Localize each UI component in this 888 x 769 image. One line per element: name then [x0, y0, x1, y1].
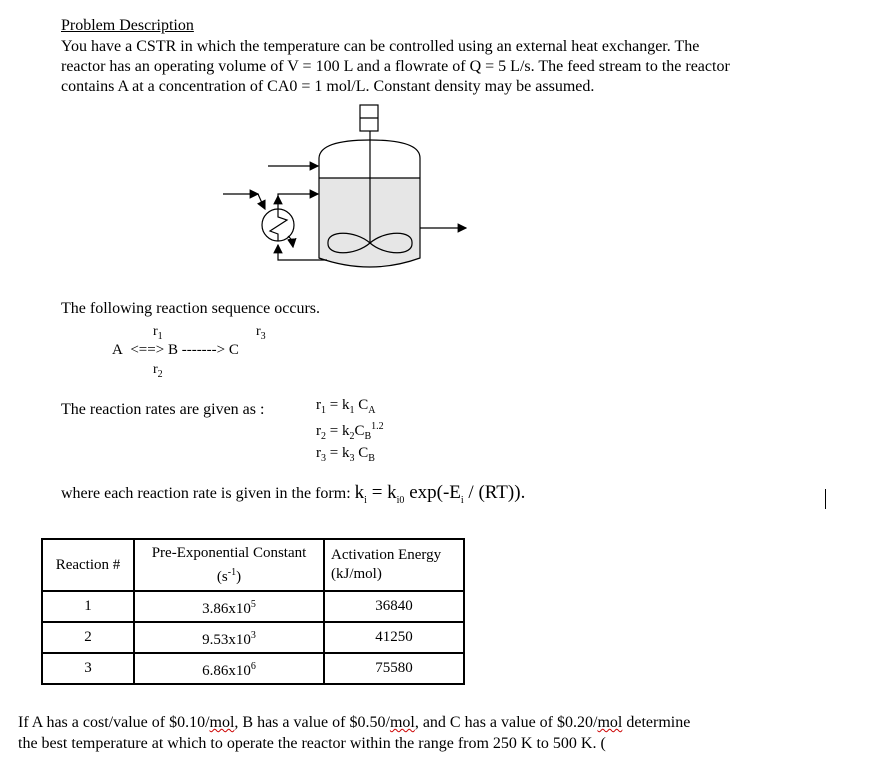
rate-eq-1: $r_1 = k_1$ $C_A$	[316, 397, 376, 416]
problem-heading: Problem Description	[61, 17, 194, 34]
question-line-2: the best temperature at which to operate the reactor within the range from 250 K to 500 K. (	[18, 735, 606, 752]
r3-label: $r_3$	[256, 324, 266, 342]
r1-label: $r_1$	[153, 324, 163, 342]
question-line-1: If A has a cost/value of $0.10/mol, B has a value of $0.50/mol, and C has a value of $0.20/mol determine	[18, 714, 691, 731]
table-header	[42, 539, 464, 591]
rate-equations	[316, 397, 384, 467]
rate-form-line: where each reaction rate is given in the form: $k_i = k_{i0}$ $\exp(-E_i / (RT))$.	[61, 482, 526, 506]
intro-line-2: reactor has an operating volume of V = 100 L and a flowrate of Q = 5 L/s. The feed stream to the reactor	[61, 58, 730, 75]
reaction-scheme: A <==> B -------> C	[112, 342, 239, 358]
coolant-out	[288, 236, 293, 247]
cell-preexp: $3.86x10^5$	[134, 591, 324, 622]
cell-preexp: $6.86x10^6$	[134, 653, 324, 684]
cell-reaction: 1	[42, 591, 134, 622]
cell-reaction: 2	[42, 622, 134, 653]
recycle-return	[278, 194, 318, 209]
cell-reaction: 3	[42, 653, 134, 684]
kinetics-table	[41, 538, 465, 685]
rate-eq-2: $r_2 = k_2C_B^{1.2}$	[316, 421, 384, 442]
cell-activation: 75580	[324, 653, 464, 684]
header-activation: Activation Energy (kJ/mol)	[324, 539, 464, 591]
table-row	[42, 591, 464, 622]
cstr-diagram	[0, 0, 888, 300]
text-cursor	[825, 489, 826, 509]
intro-line-1: You have a CSTR in which the temperature can be controlled using an external heat exchanger. The	[61, 38, 700, 55]
cell-activation: 36840	[324, 591, 464, 622]
header-preexp: Pre-Exponential Constant $(s^{-1})$	[134, 539, 324, 591]
rate-eq-3: $r_3 = k_3$ $C_B$	[316, 445, 375, 464]
r2-label: $r_2$	[153, 362, 163, 380]
intro-line-3: contains A at a concentration of CA0 = 1 mol/L. Constant density may be assumed.	[61, 78, 595, 95]
table-row	[42, 622, 464, 653]
rates-label: The reaction rates are given as :	[61, 401, 265, 418]
table-row	[42, 653, 464, 684]
sequence-intro: The following reaction sequence occurs.	[61, 300, 321, 317]
cell-activation: 41250	[324, 622, 464, 653]
cell-preexp: $9.53x10^3$	[134, 622, 324, 653]
header-reaction: Reaction #	[42, 539, 134, 591]
